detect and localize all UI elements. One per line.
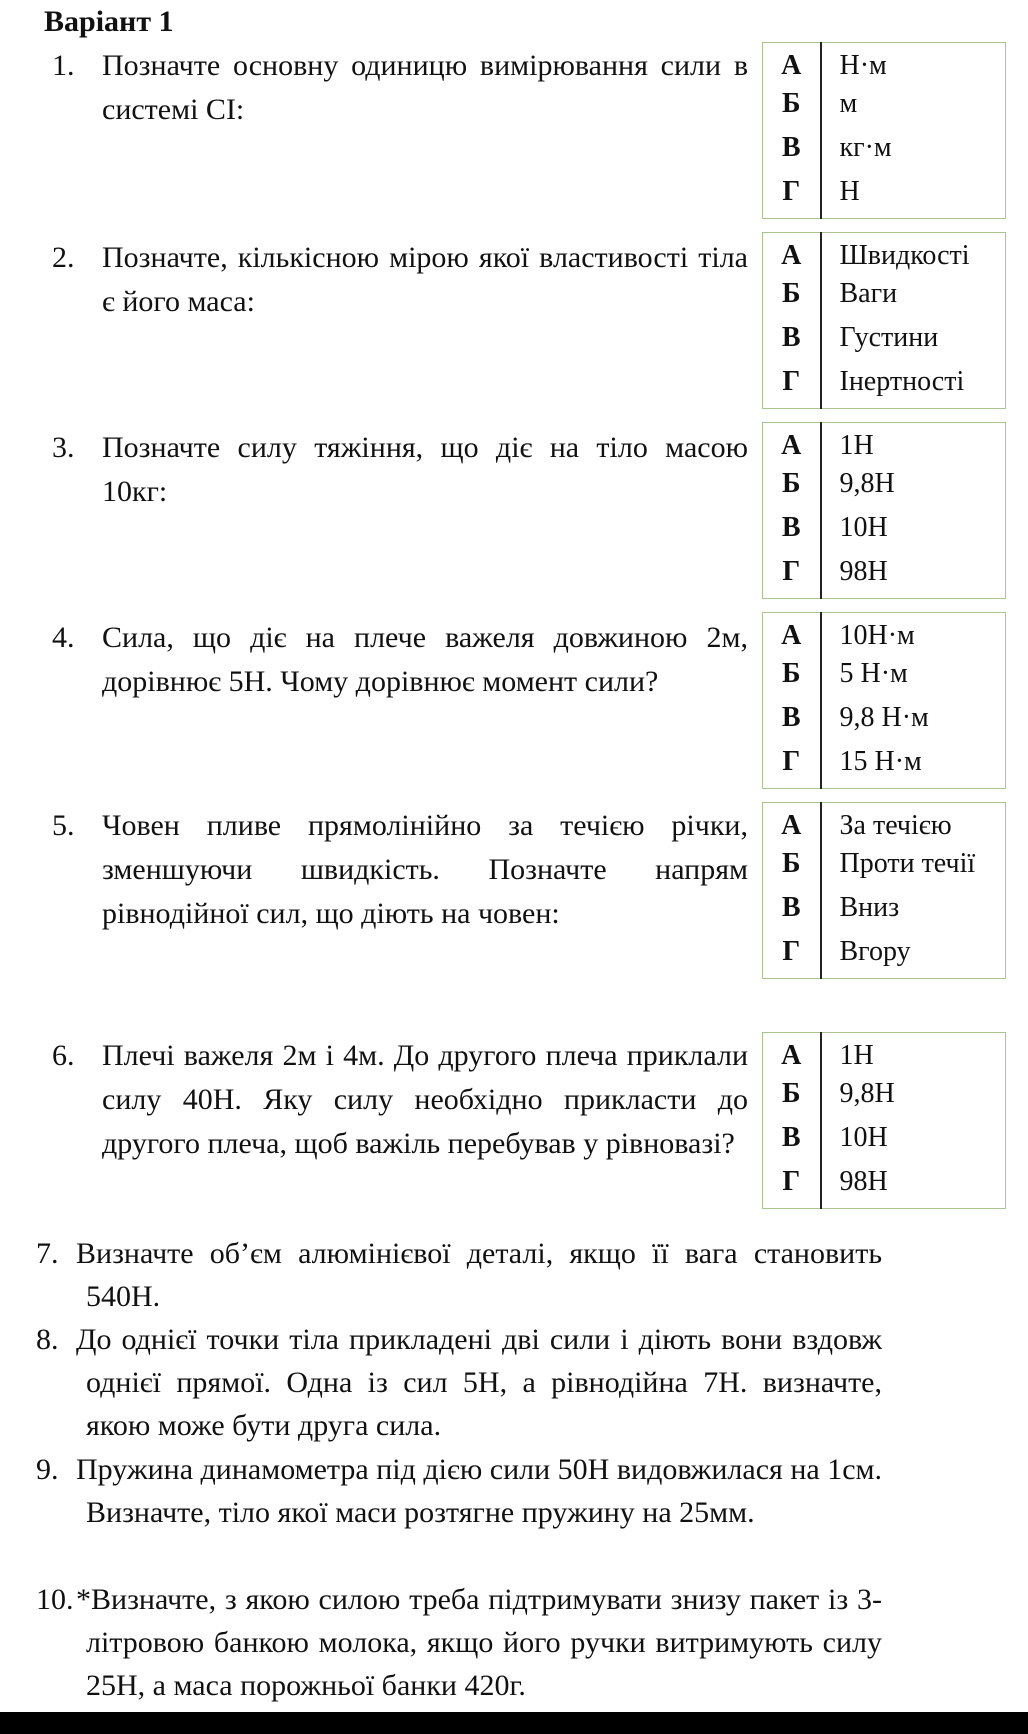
option-letter: Б — [763, 87, 821, 131]
option-letter: В — [763, 321, 821, 365]
answer-options-4 — [762, 612, 1006, 789]
option-row[interactable] — [763, 613, 1006, 657]
option-row[interactable] — [763, 467, 1006, 511]
option-letter: А — [763, 233, 821, 277]
option-letter: А — [763, 423, 821, 467]
option-row[interactable] — [763, 745, 1006, 789]
option-row[interactable] — [763, 891, 1006, 935]
question-number: 1. — [52, 49, 75, 82]
option-letter: Г — [763, 175, 821, 219]
option-text: 9,8Н — [821, 467, 1006, 511]
option-text: Проти течії — [821, 847, 1006, 891]
option-row[interactable] — [763, 701, 1006, 745]
question-number: 4. — [52, 621, 75, 654]
option-text: 10Н·м — [821, 613, 1006, 657]
question-number: 6. — [52, 1039, 75, 1072]
option-text: 1Н — [821, 423, 1006, 467]
problem-number: 10. — [36, 1583, 74, 1616]
option-row[interactable] — [763, 1121, 1006, 1165]
page-title: Варіант 1 — [44, 5, 174, 38]
option-text: 5 Н·м — [821, 657, 1006, 701]
option-row[interactable] — [763, 1033, 1006, 1077]
option-letter: В — [763, 131, 821, 175]
option-text: Н — [821, 175, 1006, 219]
answer-options-2 — [762, 232, 1006, 409]
option-text: кг·м — [821, 131, 1006, 175]
problem-number: 8. — [36, 1323, 59, 1356]
option-text: Густини — [821, 321, 1006, 365]
option-letter: Г — [763, 365, 821, 409]
option-row[interactable] — [763, 423, 1006, 467]
question-text: Плечі важеля 2м і 4м. До другого плеча приклали силу 40Н. Яку силу необхідно прикласти до другого плеча, щоб важіль перебував у рівновазі? — [102, 1039, 748, 1160]
option-text: Вгору — [821, 935, 1006, 979]
problem-text: *Визначте, з якою силою треба підтримувати знизу пакет із 3-літровою банкою молока, якщо його ручки витримують силу 25Н, а маса порожньої банки 420г. — [76, 1583, 882, 1702]
option-row[interactable] — [763, 131, 1006, 175]
question-2 — [52, 236, 748, 324]
option-row[interactable] — [763, 657, 1006, 701]
answer-options-6 — [762, 1032, 1006, 1209]
option-row[interactable] — [763, 1077, 1006, 1121]
problem-7 — [36, 1232, 882, 1318]
option-text: 15 Н·м — [821, 745, 1006, 789]
option-row[interactable] — [763, 1165, 1006, 1209]
answer-options-1 — [762, 42, 1006, 219]
option-text: 10Н — [821, 511, 1006, 555]
option-row[interactable] — [763, 803, 1006, 847]
option-row[interactable] — [763, 321, 1006, 365]
option-letter: А — [763, 803, 821, 847]
option-row[interactable] — [763, 511, 1006, 555]
option-text: 9,8Н — [821, 1077, 1006, 1121]
question-text: Сила, що діє на плече важеля довжиною 2м, дорівнює 5Н. Чому дорівнює момент сили? — [102, 621, 748, 698]
question-3 — [52, 426, 748, 514]
option-text: 98Н — [821, 1165, 1006, 1209]
option-row[interactable] — [763, 175, 1006, 219]
option-text: Швидкості — [821, 233, 1006, 277]
option-letter: Б — [763, 1077, 821, 1121]
option-text: 9,8 Н·м — [821, 701, 1006, 745]
option-row[interactable] — [763, 365, 1006, 409]
option-text: 1Н — [821, 1033, 1006, 1077]
option-row[interactable] — [763, 555, 1006, 599]
option-letter: Б — [763, 467, 821, 511]
answer-options-5 — [762, 802, 1006, 979]
option-row[interactable] — [763, 233, 1006, 277]
option-letter: В — [763, 891, 821, 935]
question-6 — [52, 1034, 748, 1166]
question-text: Човен пливе прямолінійно за течією річки, зменшуючи швидкість. Позначте напрям рівнодійної сил, що діють на човен: — [102, 809, 748, 930]
option-text: 10Н — [821, 1121, 1006, 1165]
option-row[interactable] — [763, 847, 1006, 891]
question-5 — [52, 804, 748, 936]
option-letter: Г — [763, 935, 821, 979]
option-text: м — [821, 87, 1006, 131]
question-1 — [52, 44, 748, 132]
option-text: 98Н — [821, 555, 1006, 599]
option-text: Ваги — [821, 277, 1006, 321]
problem-10 — [36, 1578, 882, 1707]
question-text: Позначте основну одиницю вимірювання сили в системі СІ: — [102, 49, 748, 126]
option-row[interactable] — [763, 277, 1006, 321]
option-row[interactable] — [763, 87, 1006, 131]
option-letter: А — [763, 43, 821, 87]
question-text: Позначте, кількісною мірою якої властивості тіла є його маса: — [102, 241, 748, 318]
question-number: 5. — [52, 809, 75, 842]
option-row[interactable] — [763, 43, 1006, 87]
option-text: За течією — [821, 803, 1006, 847]
option-text: Н·м — [821, 43, 1006, 87]
option-letter: Б — [763, 657, 821, 701]
question-4 — [52, 616, 748, 704]
question-text: Позначте силу тяжіння, що діє на тіло масою 10кг: — [102, 431, 748, 508]
problem-text: Пружина динамометра під дією сили 50Н видовжилася на 1см. Визначте, тіло якої маси розтягне пружину на 25мм. — [76, 1453, 882, 1529]
option-letter: Б — [763, 847, 821, 891]
problem-9 — [36, 1448, 882, 1534]
problem-8 — [36, 1318, 882, 1447]
option-row[interactable] — [763, 935, 1006, 979]
option-letter: В — [763, 511, 821, 555]
question-number: 2. — [52, 241, 75, 274]
option-letter: Г — [763, 745, 821, 789]
option-letter: А — [763, 613, 821, 657]
option-letter: Г — [763, 555, 821, 599]
question-number: 3. — [52, 431, 75, 464]
problem-text: Визначте об’єм алюмінієвої деталі, якщо її вага становить 540Н. — [76, 1237, 882, 1313]
option-letter: В — [763, 1121, 821, 1165]
option-text: Вниз — [821, 891, 1006, 935]
problem-text: До однієї точки тіла прикладені дві сили і діють вони вздовж однієї прямої. Одна із сил 5Н, а рівнодійна 7Н. визначте, якою може бути друга сила. — [76, 1323, 882, 1442]
bottom-border — [0, 1712, 1028, 1734]
option-letter: Г — [763, 1165, 821, 1209]
option-text: Інертності — [821, 365, 1006, 409]
option-letter: Б — [763, 277, 821, 321]
problem-number: 9. — [36, 1453, 59, 1486]
option-letter: В — [763, 701, 821, 745]
option-letter: А — [763, 1033, 821, 1077]
problem-number: 7. — [36, 1237, 59, 1270]
answer-options-3 — [762, 422, 1006, 599]
